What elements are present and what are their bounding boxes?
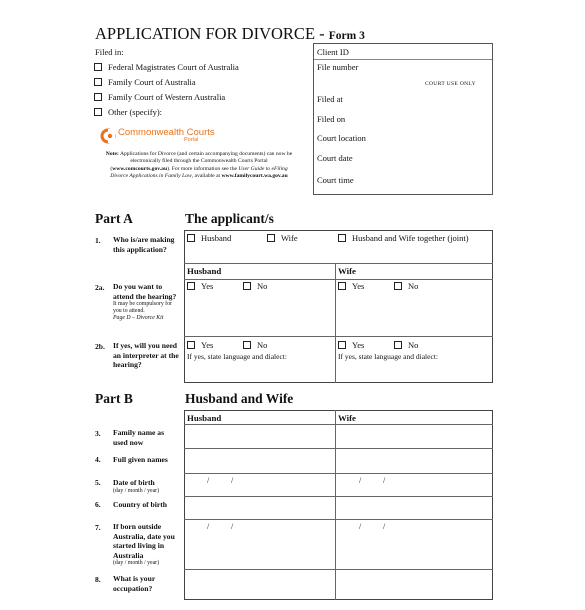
logo-sub: Portal [184,137,199,143]
q5-sub: (day / month / year) [113,487,160,494]
checkbox[interactable] [267,234,275,242]
q3-text: Family name as used now [113,428,165,447]
filed-in-label: Filed in: [95,47,124,57]
filed-at-label: Filed at [317,94,343,104]
wife-interpreter-no[interactable] [394,340,418,350]
checkbox[interactable] [243,341,251,349]
wife-attend-yes[interactable] [338,281,364,291]
option-label: No [257,340,268,350]
client-id-label: Client ID [317,47,349,57]
husband-attend-yes[interactable] [187,281,213,291]
husband-occupation-input[interactable] [185,570,335,600]
divider [314,59,492,60]
note-prefix: Note: [105,151,119,157]
logo-name: Commonwealth Courts [118,127,215,138]
option-label: Family Court of Western Australia [108,92,226,102]
checkbox[interactable] [187,282,195,290]
filed-in-option-fmc[interactable] [94,62,239,72]
note-text-2: ). For more information see the [167,165,239,172]
part-a-heading: The applicant/s [185,211,274,226]
note-url-1: www.comcourts.gov.au [112,165,168,172]
husband-family-name-input[interactable] [185,425,335,448]
q5-text-block [113,478,183,495]
part-a-label: Part A [95,211,133,226]
date-separator: / [383,476,386,485]
option-label: Federal Magistrates Court of Australia [108,62,239,72]
checkbox[interactable] [187,341,195,349]
option-label: Wife [281,233,298,243]
court-use-only-label: COURT USE ONLY [424,81,476,87]
court-date-label: Court date [317,153,353,163]
q2a-text-block [113,282,177,322]
checkbox[interactable] [94,108,102,116]
wife-interpreter-yes[interactable] [338,340,364,350]
wife-occupation-input[interactable] [336,570,492,600]
option-label: Yes [352,281,365,291]
option-label: Yes [352,340,365,350]
wife-language-label: If yes, state language and dialect: [338,352,438,361]
q2b-text: If yes, will you need an interpreter at the hearing? [113,341,179,370]
q6-text: Country of birth [113,500,168,509]
date-separator: / [207,522,210,531]
wife-given-names-input[interactable] [336,449,492,473]
q8-number: 8. [95,575,101,584]
q2a-number: 2a. [95,283,105,292]
q2b-number: 2b. [95,342,105,351]
q5-text: Date of birth [113,478,155,487]
filed-in-option-fcwa[interactable] [94,92,225,102]
q7-text-block [113,522,183,567]
date-separator: / [207,476,210,485]
filed-in-option-fca[interactable] [94,77,196,87]
efiling-note [104,151,294,180]
applicant-joint-option[interactable] [338,233,469,243]
note-url-2: www.familycourt.wa.gov.au [221,172,288,179]
q5-number: 5. [95,478,101,487]
column-husband-header: Husband [187,413,222,423]
q2a-sub: It may be compulsory for you to attend. [113,301,172,315]
filed-on-label: Filed on [317,114,346,124]
applicant-wife-option[interactable] [267,233,298,243]
checkbox[interactable] [94,78,102,86]
file-number-label: File number [317,62,359,72]
q4-number: 4. [95,455,101,464]
date-separator: / [359,476,362,485]
checkbox[interactable] [243,282,251,290]
q3-number: 3. [95,429,101,438]
checkbox[interactable] [187,234,195,242]
option-label: Other (specify): [108,107,163,117]
wife-family-name-input[interactable] [336,425,492,448]
wife-country-input[interactable] [336,497,492,519]
q6-number: 6. [95,500,101,509]
wife-attend-no[interactable] [394,281,418,291]
checkbox[interactable] [338,234,346,242]
husband-attend-no[interactable] [243,281,267,291]
q7-number: 7. [95,523,101,532]
note-text-3: , available at [191,172,222,179]
court-location-label: Court location [317,133,366,143]
column-husband-header: Husband [187,266,222,276]
q7-sub: (day / month / year) [113,560,160,567]
divider [184,263,493,264]
q2a-ref: Page D – Divorce Kit [113,315,164,322]
filed-in-option-other[interactable] [94,107,162,117]
husband-interpreter-yes[interactable] [187,340,213,350]
option-label: Husband and Wife together (joint) [352,233,469,243]
option-label: No [257,281,268,291]
option-label: Yes [201,281,214,291]
husband-country-input[interactable] [185,497,335,519]
form-label: Form 3 [328,30,365,42]
date-separator: / [231,476,234,485]
date-separator: / [359,522,362,531]
column-wife-header: Wife [338,413,356,423]
date-separator: / [383,522,386,531]
option-label: Husband [201,233,232,243]
option-label: Yes [201,340,214,350]
q1-number: 1. [95,236,101,245]
applicant-husband-option[interactable] [187,233,231,243]
option-label: No [408,281,419,291]
court-time-label: Court time [317,175,354,185]
checkbox[interactable] [94,63,102,71]
note-text-1: Applications for Divorce (and certain accompanying documents) can now be electronically filed through the Commonwealth Courts Portal ( [110,151,293,172]
option-label: Family Court of Australia [108,77,196,87]
divider [335,263,336,383]
part-b-heading: Husband and Wife [185,391,294,406]
commonwealth-courts-portal-logo [100,127,215,146]
column-wife-header: Wife [338,266,356,276]
date-separator: / [231,522,234,531]
option-label: No [408,340,419,350]
husband-given-names-input[interactable] [185,449,335,473]
title-text: APPLICATION FOR DIVORCE - [95,24,329,43]
page-title [95,24,365,44]
part-b-label: Part B [95,391,133,406]
checkbox[interactable] [94,93,102,101]
husband-interpreter-no[interactable] [243,340,267,350]
checkbox[interactable] [338,282,346,290]
checkbox[interactable] [394,282,402,290]
note-guide: User Guide to eFiling Divorce Applications in Family Law [110,165,288,179]
q8-text: What is your occupation? [113,574,156,593]
court-use-box [313,43,493,195]
q7-text: If born outside Australia, date you started living in Australia [113,522,175,560]
q1-text: Who is/are making this application? [113,235,175,254]
q2a-text: Do you want to attend the hearing? [113,282,177,301]
q4-text: Full given names [113,455,168,464]
husband-language-label: If yes, state language and dialect: [187,352,287,361]
divider [184,279,493,280]
checkbox[interactable] [338,341,346,349]
checkbox[interactable] [394,341,402,349]
divider [184,336,493,337]
